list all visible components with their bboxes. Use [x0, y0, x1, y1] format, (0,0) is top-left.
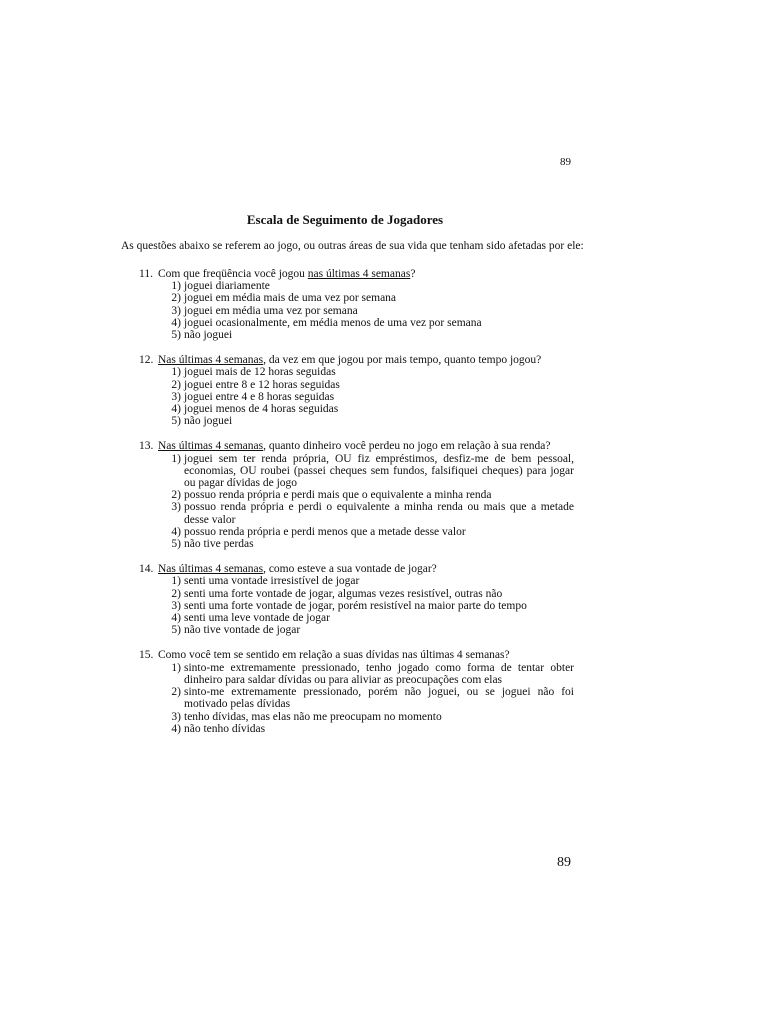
question-text — [139, 268, 574, 280]
question-text — [139, 649, 574, 661]
question-prompt-post: , quanto dinheiro você perdeu no jogo em relação à sua renda? — [263, 440, 551, 453]
answer-option — [163, 588, 574, 600]
option-number: 2) — [171, 686, 181, 699]
question-prompt — [158, 440, 550, 452]
option-text: não tive perdas — [184, 538, 254, 551]
answer-options — [139, 366, 574, 427]
question-number: 13. — [139, 440, 154, 453]
option-text: joguei mais de 12 horas seguidas — [184, 366, 336, 379]
question-prompt — [158, 563, 437, 575]
option-text: joguei sem ter renda própria, OU fiz empréstimos, desfiz-me de bem pessoal, economias, OU roubei (passei cheques sem fundos, falsifiquei cheques) para jogar ou pagar dívidas de jogo — [184, 452, 574, 490]
answer-option — [163, 280, 574, 292]
option-number: 1) — [171, 280, 181, 293]
question-prompt — [158, 354, 541, 366]
option-text: joguei entre 8 e 12 horas seguidas — [184, 378, 340, 391]
option-number: 3) — [171, 390, 181, 403]
option-number: 1) — [171, 366, 181, 379]
option-text: não tive vontade de jogar — [184, 624, 301, 637]
question-prompt — [158, 649, 510, 661]
option-number: 2) — [171, 378, 181, 391]
option-number: 5) — [171, 538, 181, 551]
option-number: 4) — [171, 612, 181, 625]
question-number: 14. — [139, 563, 154, 576]
title-text: Escala de Seguimento de Jogadores — [246, 212, 444, 227]
page-title — [0, 212, 690, 228]
answer-options — [139, 662, 574, 735]
page-number-bottom: 89 — [557, 855, 571, 870]
option-text: não joguei — [184, 329, 233, 342]
option-number: 3) — [171, 710, 181, 723]
question-prompt-underlined: nas últimas 4 semanas — [307, 268, 411, 280]
option-number: 3) — [171, 599, 181, 612]
answer-option — [163, 366, 574, 378]
option-number: 2) — [171, 292, 181, 305]
question-prompt — [158, 268, 415, 280]
question-prompt-pre: Como você tem se sentido em relação a suas dívidas nas últimas 4 semanas? — [158, 649, 510, 662]
option-text: joguei entre 4 e 8 horas seguidas — [184, 390, 335, 403]
option-text: possuo renda própria e perdi mais que o equivalente a minha renda — [184, 489, 492, 502]
page-number-top: 89 — [560, 156, 571, 168]
question-prompt-post: ? — [410, 268, 416, 280]
option-text: senti uma forte vontade de jogar, porém resistível na maior parte do tempo — [184, 599, 527, 612]
option-text: sinto-me extremamente pressionado, tenho jogado como forma de tentar obter dinheiro para saldar dívidas ou para aliviar as preocupações com elas — [184, 661, 574, 686]
question-15 — [139, 649, 574, 734]
question-13 — [139, 440, 574, 550]
option-text: senti uma leve vontade de jogar — [184, 612, 330, 625]
option-text: não joguei — [184, 415, 233, 428]
question-14 — [139, 563, 574, 636]
answer-option — [163, 501, 574, 525]
answer-option — [163, 612, 574, 624]
answer-option — [163, 453, 574, 490]
question-prompt-underlined: Nas últimas 4 semanas — [158, 354, 264, 367]
option-text: joguei diariamente — [184, 280, 270, 293]
question-prompt-post: , como esteve a sua vontade de jogar? — [263, 563, 437, 576]
answer-option — [163, 391, 574, 403]
answer-option — [163, 292, 574, 304]
option-number: 2) — [171, 489, 181, 502]
answer-option — [163, 329, 574, 341]
question-prompt-post: , da vez em que jogou por mais tempo, quanto tempo jogou? — [263, 354, 542, 367]
question-number: 12. — [139, 354, 154, 367]
answer-option — [163, 686, 574, 710]
option-number: 5) — [171, 329, 181, 342]
question-prompt-underlined: Nas últimas 4 semanas — [158, 440, 264, 453]
answer-options — [139, 280, 574, 341]
option-text: joguei menos de 4 horas seguidas — [184, 403, 339, 416]
answer-option — [163, 403, 574, 415]
answer-options — [139, 575, 574, 636]
answer-option — [163, 538, 574, 550]
question-text — [139, 563, 574, 575]
option-number: 1) — [171, 575, 181, 588]
question-prompt-underlined: Nas últimas 4 semanas — [158, 563, 264, 576]
option-text: não tenho dívidas — [184, 722, 266, 735]
option-text: sinto-me extremamente pressionado, porém não joguei, ou se joguei não foi motivado pelas dívidas — [184, 686, 574, 711]
option-number: 4) — [171, 403, 181, 416]
answer-option — [163, 600, 574, 612]
answer-option — [163, 662, 574, 686]
option-number: 4) — [171, 722, 181, 735]
option-number: 1) — [171, 661, 181, 674]
option-number: 2) — [171, 587, 181, 600]
option-number: 4) — [171, 525, 181, 538]
intro-text: As questões abaixo se referem ao jogo, ou outras áreas de sua vida que tenham sido afetadas por ele: — [121, 240, 584, 252]
question-12 — [139, 354, 574, 427]
option-text: possuo renda própria e perdi menos que a metade desse valor — [184, 525, 466, 538]
answer-option — [163, 489, 574, 501]
question-text — [139, 354, 574, 366]
question-prompt-pre: Com que freqüência você jogou — [158, 268, 308, 280]
answer-option — [163, 526, 574, 538]
question-11 — [139, 268, 574, 341]
question-number: 15. — [139, 649, 154, 662]
answer-option — [163, 305, 574, 317]
question-text — [139, 440, 574, 452]
option-text: joguei ocasionalmente, em média menos de uma vez por semana — [184, 316, 482, 329]
answer-option — [163, 575, 574, 587]
option-number: 1) — [171, 452, 181, 465]
option-number: 3) — [171, 304, 181, 317]
option-text: senti uma vontade irresistível de jogar — [184, 575, 360, 588]
option-text: tenho dívidas, mas elas não me preocupam no momento — [184, 710, 442, 723]
answer-option — [163, 723, 574, 735]
option-number: 5) — [171, 415, 181, 428]
option-text: joguei em média mais de uma vez por semana — [184, 292, 397, 305]
option-text: senti uma forte vontade de jogar, algumas vezes resistível, outras não — [184, 587, 503, 600]
option-text: possuo renda própria e perdi o equivalente a minha renda ou mais que a metade desse valor — [184, 501, 574, 526]
option-number: 5) — [171, 624, 181, 637]
answer-option — [163, 415, 574, 427]
answer-option — [163, 624, 574, 636]
answer-option — [163, 379, 574, 391]
option-text: joguei em média uma vez por semana — [184, 304, 358, 317]
option-number: 4) — [171, 316, 181, 329]
question-number: 11. — [139, 268, 153, 280]
answer-option — [163, 317, 574, 329]
option-number: 3) — [171, 501, 181, 514]
answer-options — [139, 453, 574, 551]
question-list — [139, 268, 574, 748]
answer-option — [163, 711, 574, 723]
